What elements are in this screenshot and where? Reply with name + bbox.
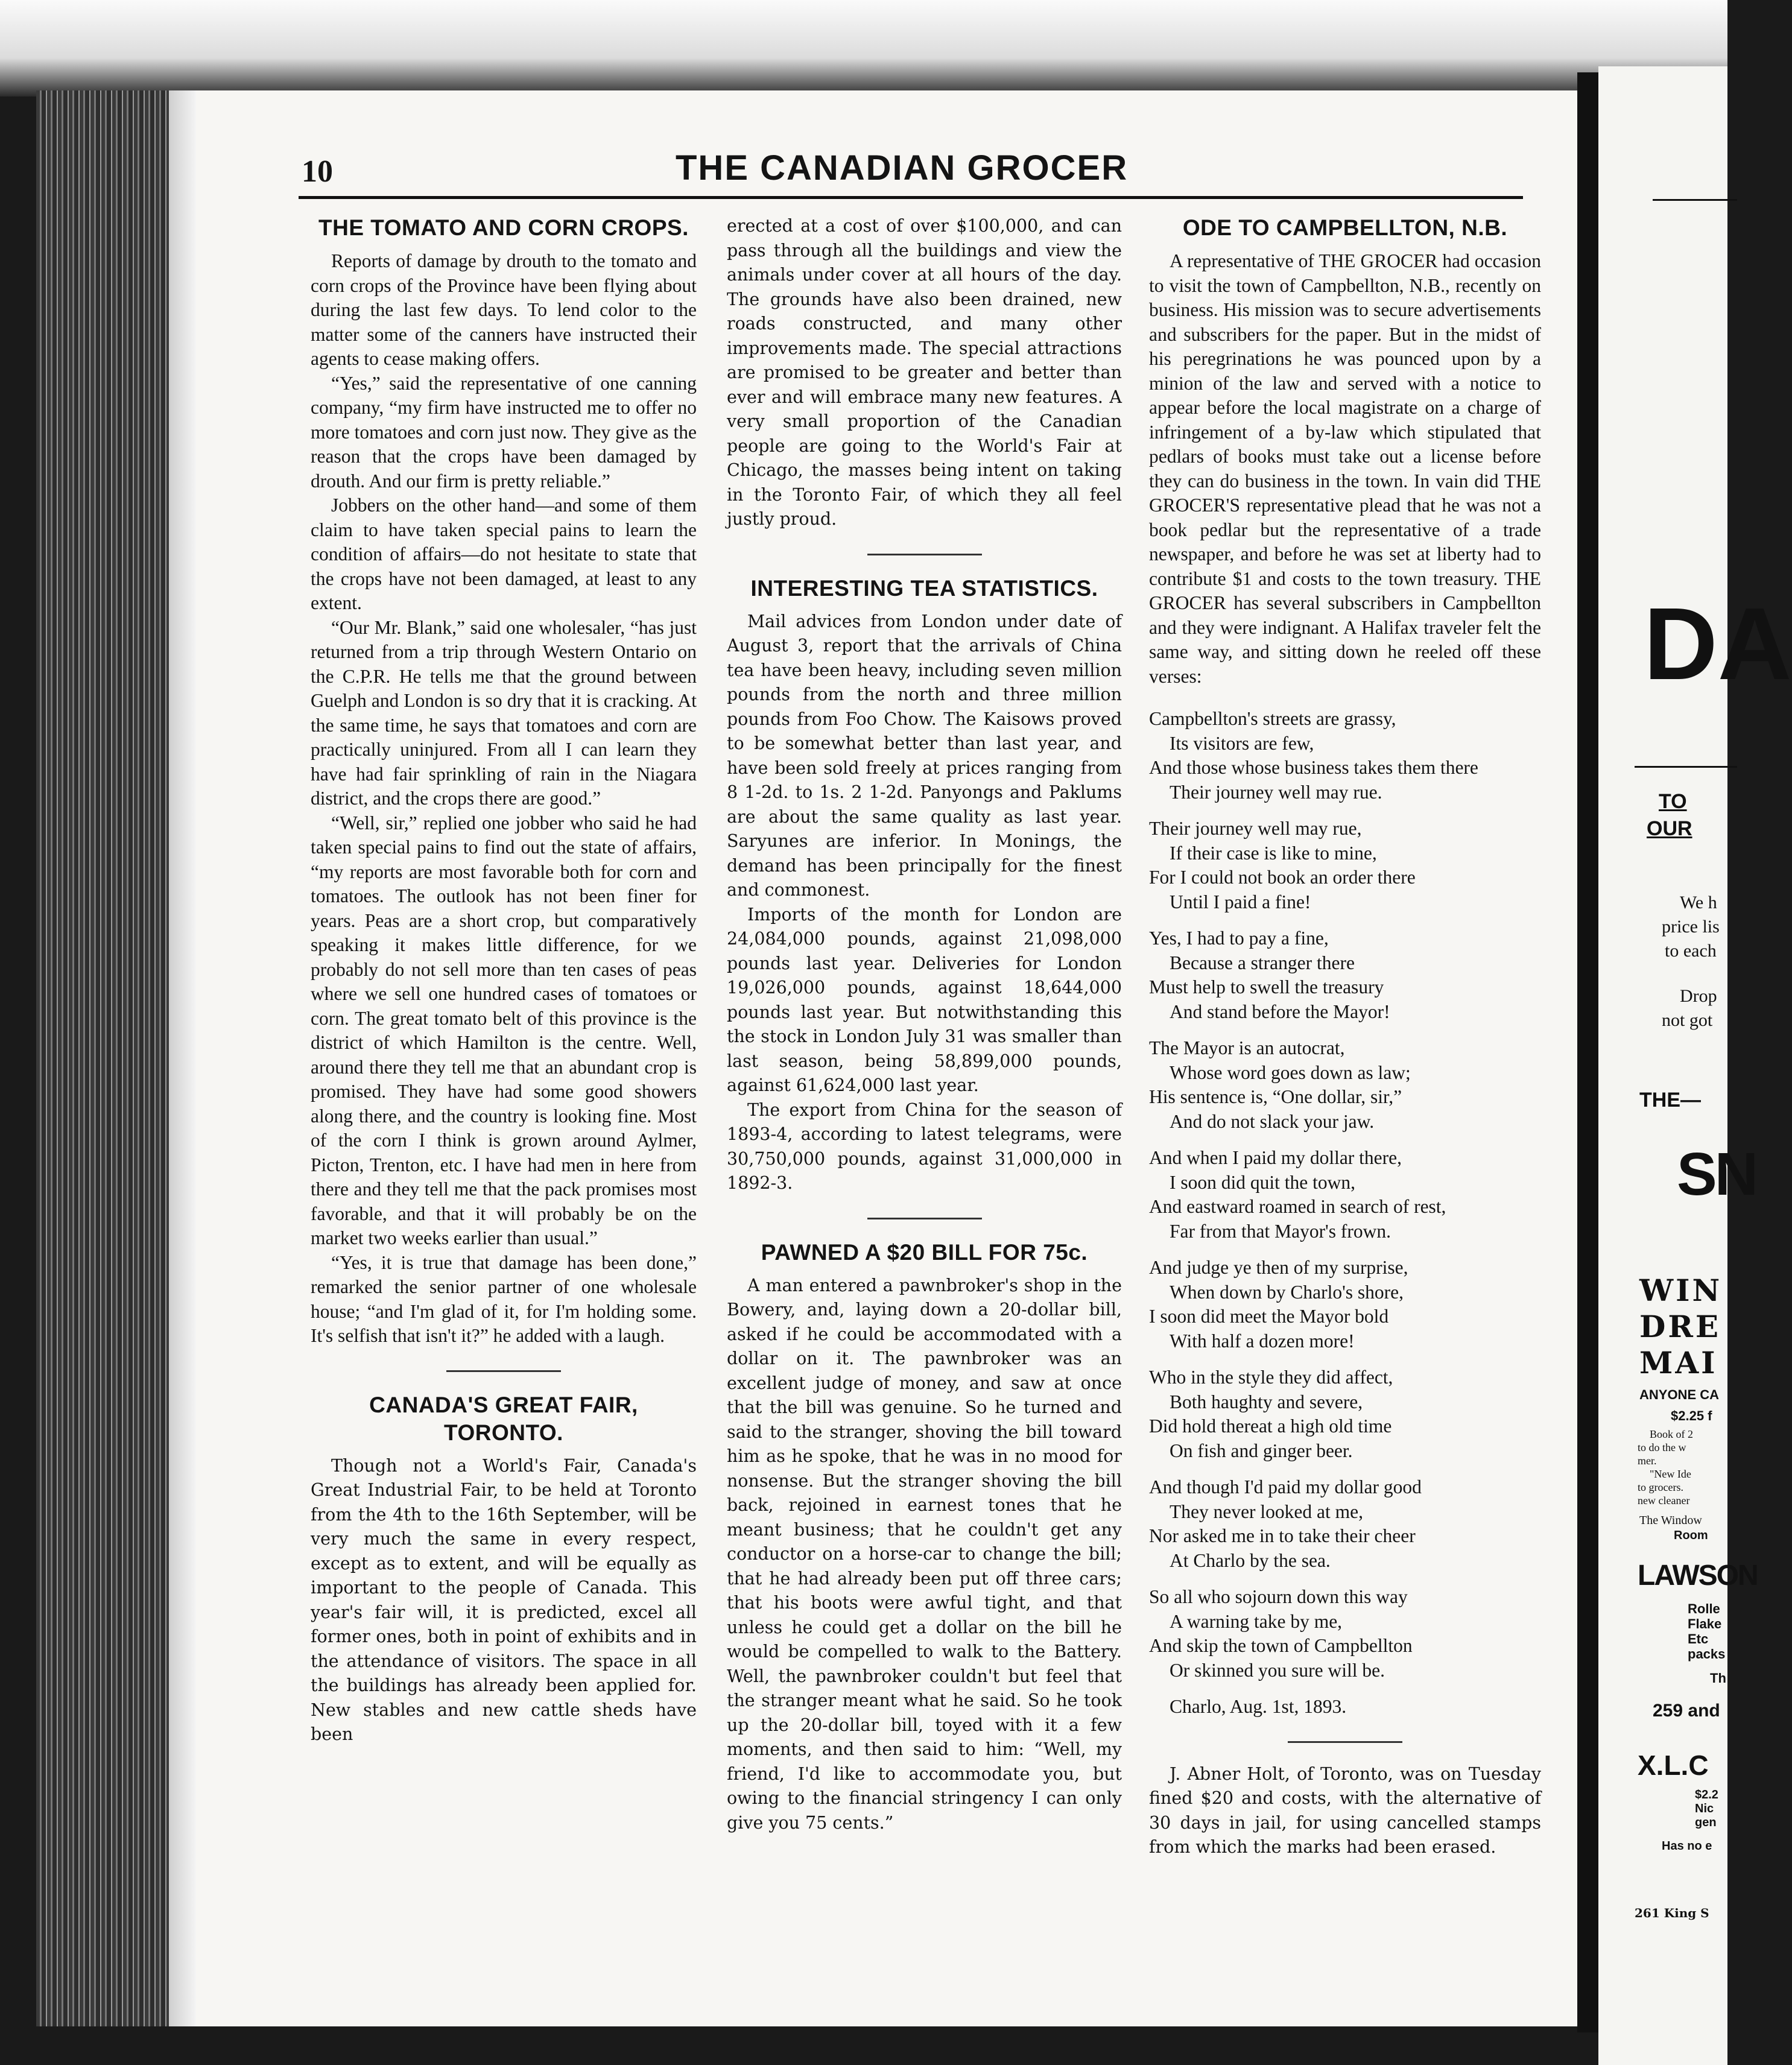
adjacent-text: to do the w (1638, 1441, 1686, 1453)
poem-line: Must help to swell the treasury (1149, 976, 1384, 998)
adjacent-text: THE— (1639, 1089, 1701, 1112)
column-2 (727, 214, 1122, 1835)
poem-line: His sentence is, “One dollar, sir,” (1149, 1086, 1402, 1107)
adjacent-text: Has no e (1662, 1839, 1712, 1853)
adjacent-text: Room (1674, 1529, 1708, 1542)
poem-signoff: Charlo, Aug. 1st, 1893. (1170, 1696, 1347, 1717)
adjacent-text: Flake (1688, 1616, 1722, 1631)
adjacent-big-letters: SN (1677, 1140, 1756, 1208)
news-note: J. Abner Holt, of Toronto, was on Tuesday fined $20 and costs, with the alternative of 30 days in jail, for using cancelled stamps from which the marks had been erased. (1149, 1763, 1541, 1857)
paragraph-continued: erected at a cost of over $100,000, and can pass through all the buildings and view the animals under cover at all hours of the day. The grounds have also been drained, new roads constructed, and many other improvements made. The special attractions are promised to be greater and better than ever and will embrace many new features. A very small proportion of the Canadian people are going to the World's Fair at Chicago, the masses being intent on taking in the Toronto Fair, of which they all feel justly proud. (727, 216, 1122, 529)
paragraph: Though not a World's Fair, Canada's Great Industrial Fair, to be held at Toronto from the 4th to the 16th September, will be very much the same in every respect, except as to extent, and will be equally as important to the people of Canada. This year's fair will, it is predicted, excel all former ones, both in point of exhibits and in the attendance of visitors. The space in all the buildings has already been applied for. New stables and new cattle sheds have been (311, 1455, 697, 1744)
poem-line: Its visitors are few, (1170, 732, 1314, 754)
adjacent-text: Nic (1695, 1802, 1714, 1815)
adjacent-text: 259 and (1653, 1701, 1720, 1721)
poem-stanza (1149, 926, 1541, 1024)
poem-line: Both haughty and severe, (1170, 1391, 1363, 1412)
poem-line: The Mayor is an autocrat, (1149, 1037, 1345, 1058)
article-divider (867, 554, 982, 555)
poem-line: Yes, I had to pay a fine, (1149, 928, 1329, 949)
article-title-great-fair: CANADA'S GREAT FAIR, TORONTO. (369, 1392, 638, 1445)
adjacent-text: Drop (1680, 986, 1717, 1006)
masthead: THE CANADIAN GROCER (676, 148, 1129, 188)
header-rule (299, 196, 1523, 199)
poem-line: And do not slack your jaw. (1170, 1110, 1375, 1132)
paragraph: A representative of THE GROCER had occasion to visit the town of Campbellton, N.B., recently on business. His mission was to secure advertisements and subscribers for the paper. But in the midst of his peregrinations he was pounced upon by a minion of the law and served with a notice to appear before the local magistrate on a charge of infringement of a by-law which stipulated that pedlars of books must take out a license before they can do business in the town. In vain did THE GROCER'S representative plead that he was not a book pedlar but the representative of a trade newspaper, and before he was set at liberty had to contribute $1 and costs to the town treasury. THE GROCER has several subscribers in Campbellton and they were indignant. A Halifax traveler felt the same way, and sitting down he reeled off these verses: (1149, 250, 1541, 687)
article-divider (446, 1370, 561, 1372)
poem-line: Whose word goes down as law; (1170, 1061, 1411, 1083)
paragraph: “Yes,” said the representative of one canning company, “my firm have instructed me to offer no more tomatoes and corn just now. They give as the reason that the crops have been damaged by drouth. And our firm is pretty reliable.” (311, 372, 697, 492)
poem-line: And those whose business takes them there (1149, 757, 1478, 778)
poem-line: I soon did meet the Mayor bold (1149, 1306, 1389, 1327)
poem-stanza (1149, 1365, 1541, 1463)
adjacent-text: LAWSON (1638, 1560, 1758, 1592)
adjacent-rule (1635, 766, 1737, 768)
poem-line: Did hold thereat a high old time (1149, 1415, 1392, 1437)
poem (1149, 707, 1541, 1683)
adjacent-text: Etc (1688, 1631, 1709, 1646)
poem-line: They never looked at me, (1170, 1501, 1363, 1522)
poem-line: With half a dozen more! (1170, 1330, 1355, 1352)
poem-stanza (1149, 1146, 1541, 1244)
adjacent-text: 261 King S (1635, 1906, 1709, 1920)
poem-line: At Charlo by the sea. (1170, 1549, 1331, 1571)
column-1 (311, 214, 697, 1747)
poem-line: And though I'd paid my dollar good (1149, 1476, 1422, 1497)
poem-line: And skip the town of Campbellton (1149, 1635, 1413, 1656)
article-divider (1288, 1741, 1402, 1743)
article-title-tomato-corn: THE TOMATO AND CORN CROPS. (318, 215, 689, 240)
poem-line: A warning take by me, (1170, 1610, 1343, 1632)
poem-line: Their journey well may rue. (1170, 781, 1382, 803)
column-3 (1149, 214, 1541, 1860)
adjacent-big-letters: DA (1644, 587, 1792, 701)
paragraph: “Well, sir,” replied one jobber who said he had taken special pains to find out the state of affairs, “my reports are most favorable both for corn and tomatoes. The outlook has not been finer for years. Peas are a short crop, but comparatively speaking it makes little difference, for we probably do not sell more than ten cases of peas where we sell one hundred cases of tomatoes or corn. The great tomato belt of this province is the district of which Hamilton is the centre. Well, around there they tell me that an abundant crop is promised. They have had some good showers along there, and the country is looking fine. Most of the corn I think is grown around Aylmer, Picton, Trenton, etc. I have had men in here from there and they tell me that the pack promises most favorable, and that it will probably be on the market two weeks earlier than usual.” (311, 812, 697, 1248)
poem-stanza (1149, 817, 1541, 914)
adjacent-text: "New Ide (1650, 1468, 1691, 1480)
adjacent-text: price lis (1662, 917, 1720, 937)
poem-line: So all who sojourn down this way (1149, 1586, 1408, 1607)
adjacent-text: Book of 2 (1650, 1428, 1693, 1440)
adjacent-text: TO (1659, 790, 1687, 813)
poem-line: Far from that Mayor's frown. (1170, 1220, 1391, 1242)
adjacent-text: not got (1662, 1010, 1713, 1030)
adjacent-text: The Window (1639, 1514, 1702, 1527)
page-edge (169, 90, 196, 2026)
paragraph: “Our Mr. Blank,” said one wholesaler, “has just returned from a trip through Western Ontario on the C.P.R. He tells me that the ground between Guelph and London is so dry that it is cracking. At the same time, he says that tomatoes and corn are practically uninjured. From all I can learn they have had fair sprinkling of rain in the Niagara district, and the crops there are good.” (311, 616, 697, 809)
poem-line: And stand before the Mayor! (1170, 1001, 1390, 1022)
paragraph: A man entered a pawnbroker's shop in the Bowery, and, laying down a 20-dollar bill, asked if he could be accommodated with a dollar on it. The pawnbroker was an excellent judge of money, and saw at once that the bill was genuine. So he turned and said to the stranger, shoving the bill toward him as he spoke, that he was in no mood for nonsense. But the stranger shoving the bill back, rejoined in earnest tones that he meant business; that he couldn't get any conductor on a horse-car to change the bill; that he had already been put off three cars; that his boots were awful tight, and that unless he could get a dollar on the bill he would be compelled to walk to the Battery. Well, the pawnbroker couldn't but feel that the stranger meant what he said. So he took up the 20-dollar bill, toyed with it a few moments, and then said to him: “Well, my friend, I'd like to accommodate you, but owing to the financial stringency I can only give you 75 cents.” (727, 1275, 1122, 1833)
adjacent-text: $2.25 f (1671, 1408, 1712, 1423)
article-title-ode-campbellton: ODE TO CAMPBELLTON, N.B. (1182, 215, 1508, 240)
adjacent-text: new cleaner (1638, 1494, 1690, 1507)
adjacent-text: X.L.C (1638, 1750, 1709, 1781)
paragraph: Mail advices from London under date of August 3, report that the arrivals of China tea have been heavy, including seven million pounds from the north and three million pounds from Foo Chow. The Kaisows proved to be somewhat better than last year, and have been sold freely at prices ranging from 8 1-2d. to 1s. 2 1-2d. Panyongs and Paklums are about the same quality as last year. Saryunes are inferior. In Monings, the demand has been principally for the finest and commonest. (727, 611, 1122, 900)
paragraph: Reports of damage by drouth to the tomato and corn crops of the Province have been flying about during the last few days. To lend color to the matter some of the canners have instructed their agents to cease making offers. (311, 250, 697, 369)
paragraph: Imports of the month for London are 24,084,000 pounds, against 21,098,000 pounds last year. Deliveries for London 19,026,000 pounds, against 18,644,000 pounds last year. But notwithstanding this the stock in London July 31 was smaller than last season, being 58,899,000 pounds, against 61,624,000 last year. (727, 904, 1122, 1095)
adjacent-text: Th (1710, 1671, 1726, 1686)
adjacent-text: We h (1680, 893, 1717, 912)
poem-stanza (1149, 707, 1541, 805)
paragraph: “Yes, it is true that damage has been done,” remarked the senior partner of one wholesale house; “and I'm glad of it, for I'm holding some. It's selfish that isn't it?” he added with a laugh. (311, 1251, 697, 1346)
poem-stanza (1149, 1256, 1541, 1353)
adjacent-text: gen (1695, 1816, 1717, 1829)
poem-line: Campbellton's streets are grassy, (1149, 708, 1396, 729)
adjacent-text: ANYONE CA (1639, 1387, 1720, 1402)
poem-line: When down by Charlo's shore, (1170, 1281, 1404, 1303)
adjacent-text: to each (1665, 941, 1717, 961)
poem-line: And judge ye then of my surprise, (1149, 1257, 1408, 1278)
poem-stanza (1149, 1036, 1541, 1134)
poem-line: Or skinned you sure will be. (1170, 1659, 1385, 1681)
adjacent-text: DRE (1639, 1309, 1721, 1344)
adjacent-page (1598, 66, 1792, 2065)
poem-line: For I could not book an order there (1149, 867, 1416, 888)
poem-stanza (1149, 1475, 1541, 1573)
page-number: 10 (302, 154, 333, 189)
poem-line: Who in the style they did affect, (1149, 1367, 1393, 1388)
adjacent-text: OUR (1647, 817, 1692, 840)
paragraph: Jobbers on the other hand—and some of them claim to have taken special pains to learn the condition of affairs—do not hesitate to state that the crops have not been damaged, at least to any extent. (311, 495, 697, 613)
poem-line: If their case is like to mine, (1170, 842, 1377, 864)
article-title-pawned-bill: PAWNED A $20 BILL FOR 75c. (761, 1239, 1088, 1265)
adjacent-text: MAI (1639, 1345, 1718, 1380)
adjacent-text: mer. (1638, 1455, 1657, 1467)
adjacent-rule (1653, 199, 1737, 201)
poem-line: And when I paid my dollar there, (1149, 1147, 1402, 1168)
poem-line: Until I paid a fine! (1170, 891, 1311, 912)
adjacent-text: to grocers. (1638, 1481, 1683, 1493)
adjacent-text: $2.2 (1695, 1788, 1718, 1801)
article-title-tea-statistics: INTERESTING TEA STATISTICS. (750, 575, 1098, 601)
scan-background (0, 0, 1727, 96)
poem-line: Because a stranger there (1170, 952, 1355, 973)
poem-line: Nor asked me in to take their cheer (1149, 1525, 1416, 1546)
poem-stanza (1149, 1585, 1541, 1683)
poem-line: I soon did quit the town, (1170, 1171, 1355, 1193)
poem-line: And eastward roamed in search of rest, (1149, 1196, 1446, 1217)
paragraph: The export from China for the season of 1893-4, according to latest telegrams, were 30,750,000 pounds, against 31,000,000 in 1892-3. (727, 1099, 1122, 1193)
adjacent-text: packs (1688, 1646, 1726, 1662)
poem-line: On fish and ginger beer. (1170, 1440, 1353, 1461)
adjacent-text: Rolle (1688, 1601, 1720, 1616)
page-gutter (1577, 72, 1598, 2032)
article-divider (867, 1218, 982, 1219)
adjacent-text: WIN (1639, 1273, 1723, 1308)
poem-line: Their journey well may rue, (1149, 818, 1362, 839)
